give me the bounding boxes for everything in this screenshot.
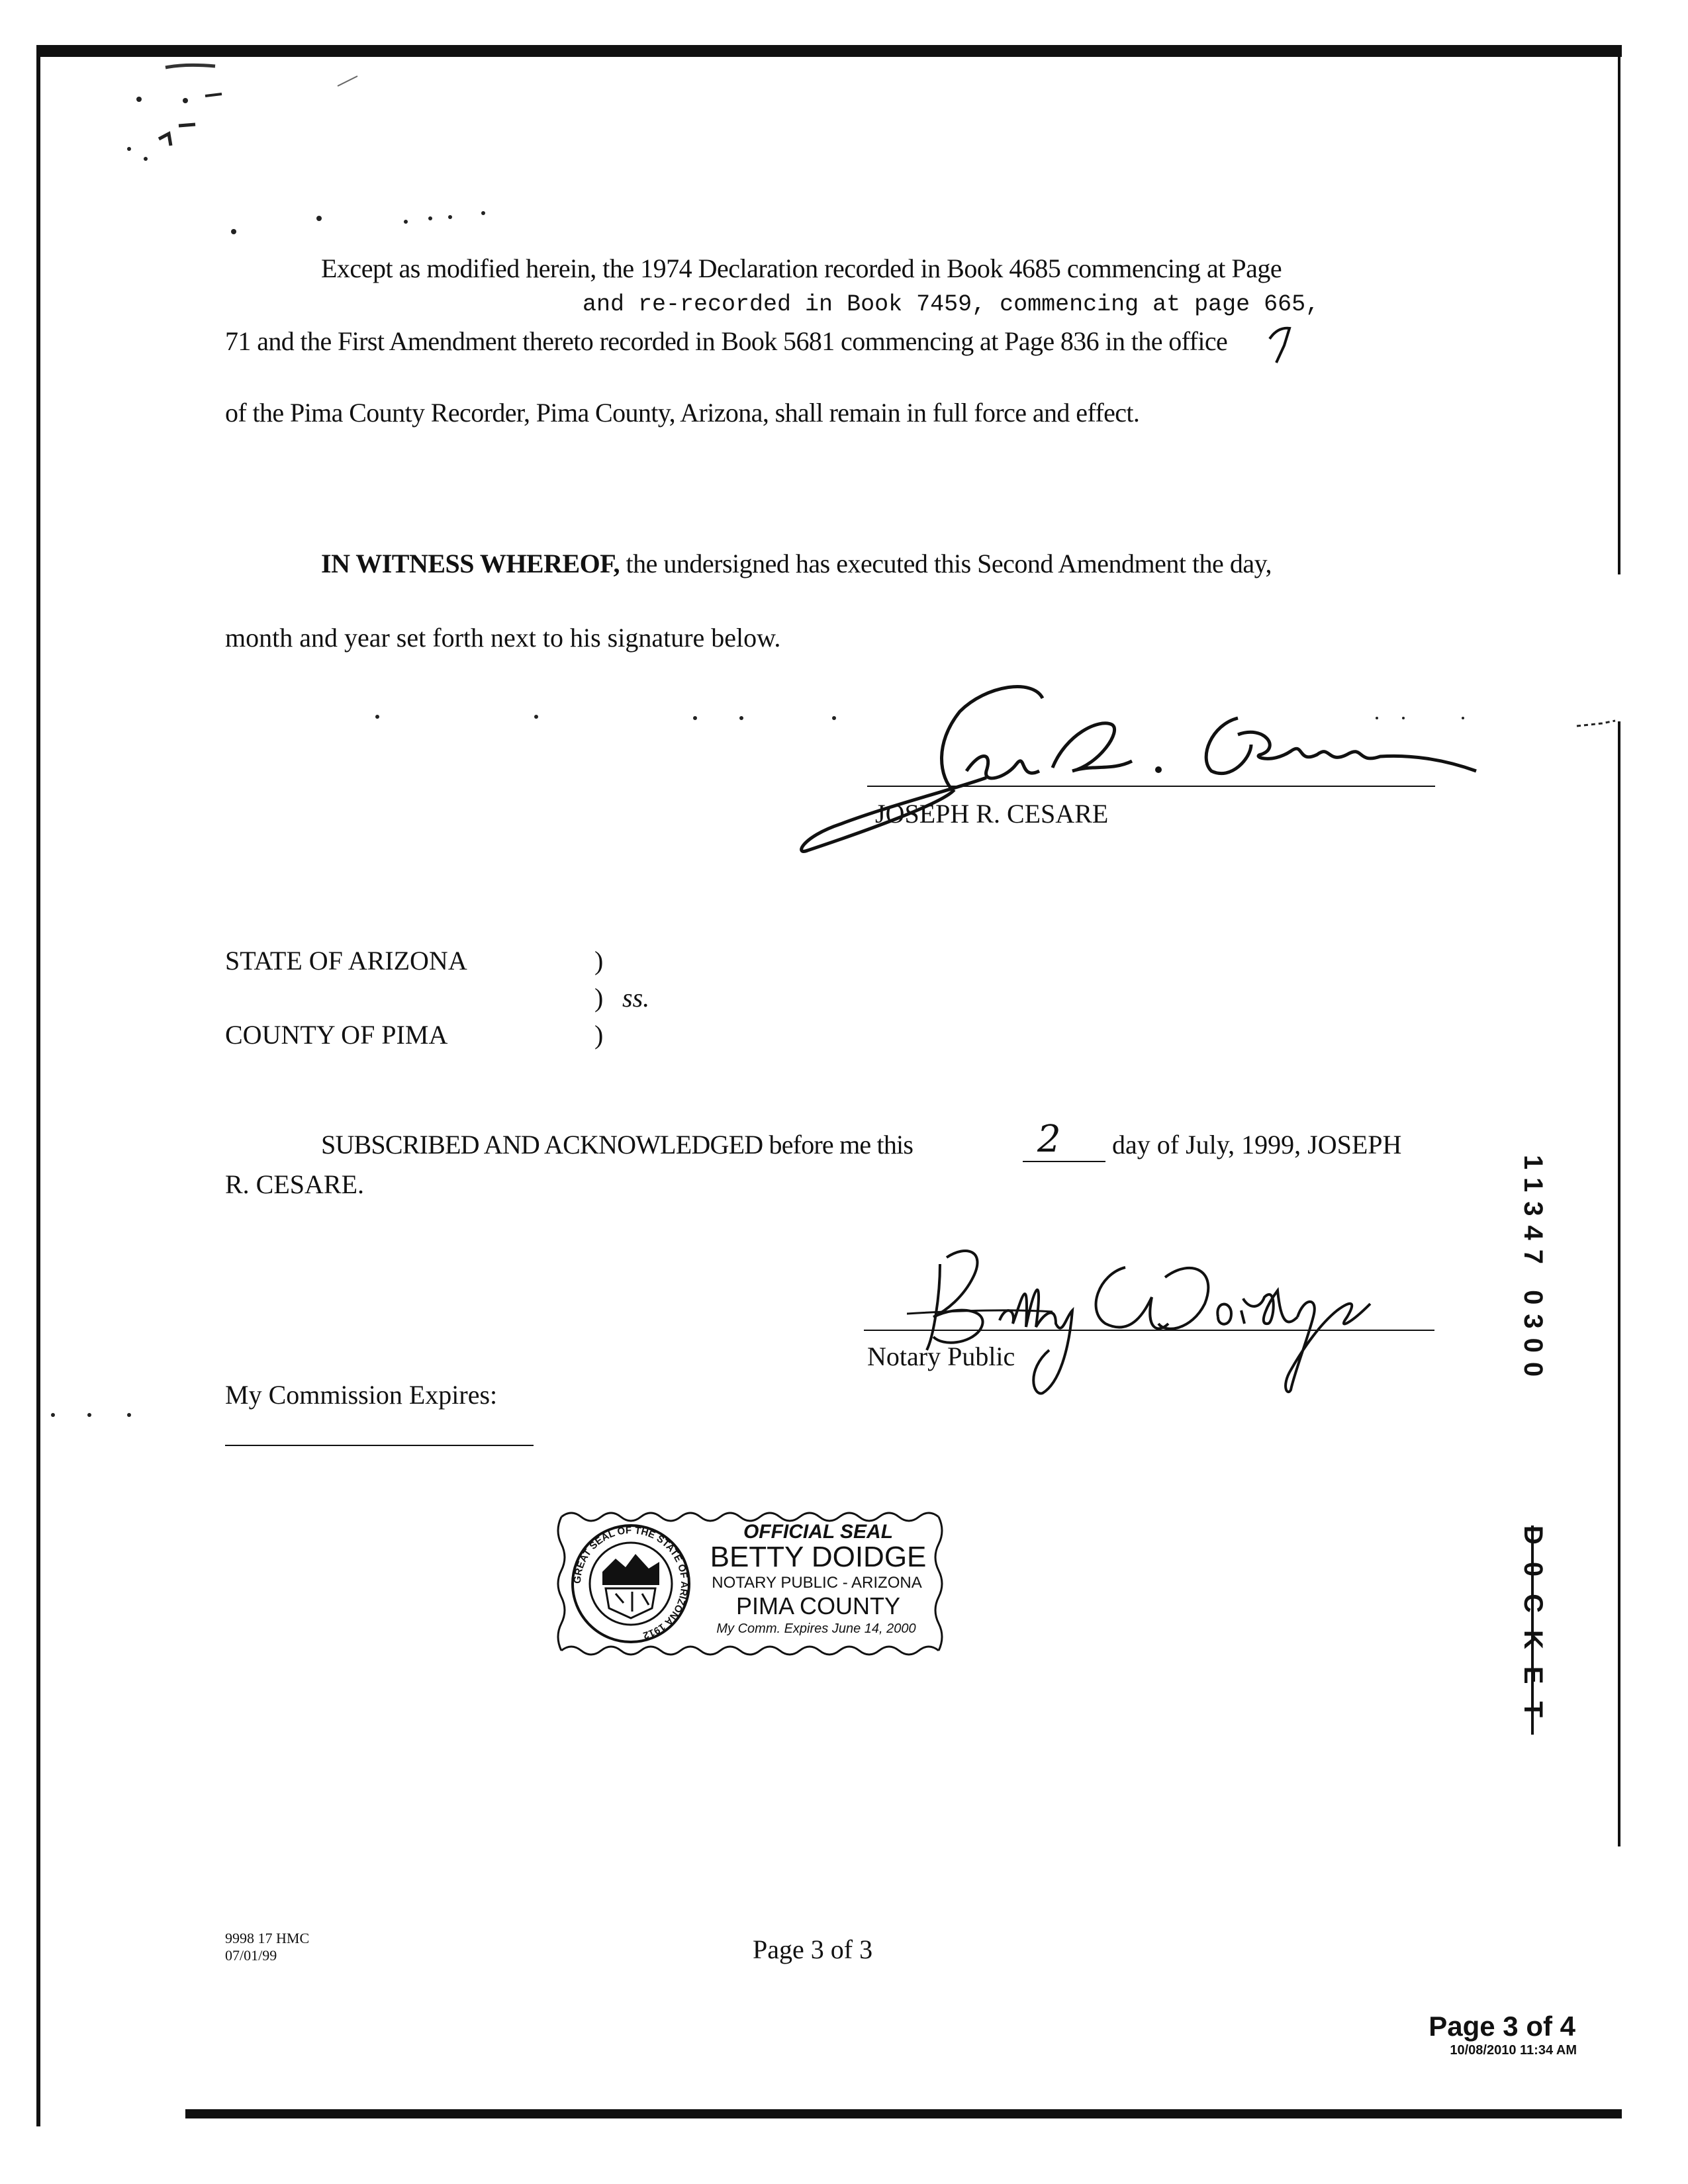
para1-insert: and re-recorded in Book 7459, commencing at page 665,	[583, 291, 1320, 318]
seal-ring-text: GREAT SEAL OF THE STATE OF ARIZONA 1912	[571, 1524, 690, 1641]
notary-signature-line	[864, 1330, 1434, 1331]
venue-paren-3: )	[594, 1020, 604, 1050]
venue-ss: ss.	[622, 983, 650, 1013]
scan-speckles	[79, 60, 510, 245]
right-border-lower	[1618, 721, 1620, 1846]
venue-county: COUNTY OF PIMA	[225, 1020, 448, 1050]
seal-expires: My Comm. Expires June 14, 2000	[716, 1621, 916, 1636]
venue-paren-2: )	[594, 983, 604, 1013]
fax-page-label: Page 3 of 4	[1429, 2011, 1575, 2042]
ack-day-blank	[1023, 1118, 1105, 1162]
seal-name: BETTY DOIDGE	[710, 1541, 927, 1573]
arizona-great-seal-icon	[569, 1522, 692, 1645]
venue-paren-1: )	[594, 946, 604, 976]
venue-state: STATE OF ARIZONA	[225, 946, 467, 976]
signature-betty-doidge	[907, 1238, 1390, 1396]
signature-joseph-cesare	[788, 672, 1489, 864]
para1-line3: of the Pima County Recorder, Pima County, Arizona, shall remain in full force and effect.	[225, 398, 1140, 428]
doc-code: 9998 17 HMC	[225, 1930, 310, 1946]
fax-timestamp: 10/08/2010 11:34 AM	[1450, 2043, 1577, 2058]
seal-title: NOTARY PUBLIC - ARIZONA	[712, 1574, 922, 1592]
witness-line1	[321, 548, 1272, 580]
margin-docket-mark: D0CKET	[1519, 1525, 1548, 1735]
top-border	[36, 45, 1622, 57]
seal-county: PIMA COUNTY	[735, 1592, 901, 1619]
doc-date: 07/01/99	[225, 1947, 277, 1964]
witness-bold: IN WITNESS WHEREOF,	[321, 549, 620, 578]
left-margin-speckle	[50, 1410, 149, 1420]
ack-suffix: day of July, 1999, JOSEPH	[1112, 1130, 1402, 1160]
signer-name: JOSEPH R. CESARE	[875, 799, 1109, 829]
right-margin-speckle	[1575, 718, 1622, 731]
right-border-upper	[1618, 45, 1620, 574]
handwritten-slash-mark	[1264, 319, 1297, 365]
ack-prefix: SUBSCRIBED AND ACKNOWLEDGED before me this	[321, 1130, 914, 1160]
commission-line	[225, 1445, 534, 1446]
ack-line2: R. CESARE.	[225, 1169, 365, 1199]
page-of-label: Page 3 of 3	[753, 1934, 873, 1964]
margin-recording-number: 11347 0300	[1519, 1155, 1548, 1387]
signer-signature-line	[867, 786, 1435, 787]
ack-day-value: 2	[1037, 1118, 1061, 1161]
witness-line2: month and year set forth next to his signature below.	[225, 623, 781, 653]
witness-rest: the undersigned has executed this Second Amendment the day,	[620, 549, 1272, 578]
seal-header: OFFICIAL SEAL	[743, 1521, 894, 1543]
para1-line1: Except as modified herein, the 1974 Declaration recorded in Book 4685 commencing at Page	[321, 253, 1282, 283]
commission-label: My Commission Expires:	[225, 1380, 498, 1410]
left-border	[36, 45, 40, 2126]
bottom-border	[185, 2109, 1622, 2118]
official-seal-stamp	[555, 1508, 945, 1660]
para1-line2: 71 and the First Amendment thereto recorded in Book 5681 commencing at Page 836 in the office	[225, 326, 1228, 356]
notary-label: Notary Public	[867, 1342, 1015, 1371]
